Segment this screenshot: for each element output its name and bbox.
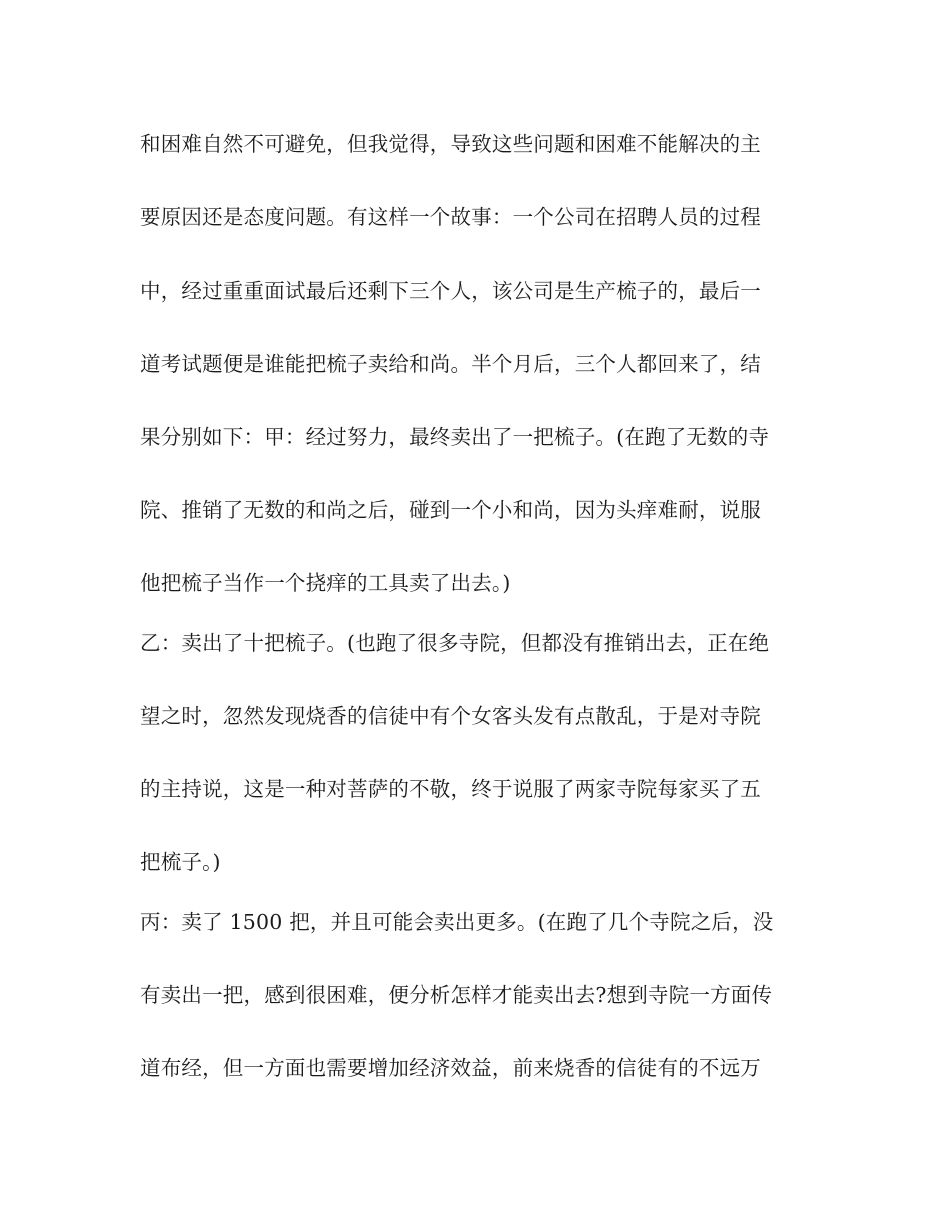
text-line: 把梳子。) — [140, 850, 221, 874]
text-line: 的主持说，这是一种对菩萨的不敬，终于说服了两家寺院每家买了五 — [140, 777, 761, 801]
text-line: 乙：卖出了十把梳子。(也跑了很多寺院，但都没有推销出去，正在绝 — [140, 631, 770, 655]
text-line: 中，经过重重面试最后还剩下三个人，该公司是生产梳子的，最后一 — [140, 279, 761, 303]
text-line: 道考试题便是谁能把梳子卖给和尚。半个月后，三个人都回来了，结 — [140, 352, 761, 376]
text-line: 他把梳子当作一个挠痒的工具卖了出去。) — [140, 571, 511, 595]
text-line: 要原因还是态度问题。有这样一个故事：一个公司在招聘人员的过程 — [140, 205, 761, 229]
text-line: 道布经，但一方面也需要增加经济效益，前来烧香的信徒有的不远万 — [140, 1056, 761, 1080]
text-line: 有卖出一把，感到很困难，便分析怎样才能卖出去?想到寺院一方面传 — [140, 983, 773, 1007]
text-line: 和困难自然不可避免，但我觉得，导致这些问题和困难不能解决的主 — [140, 132, 761, 156]
text-line: 丙：卖了 1500 把，并且可能会卖出更多。(在跑了几个寺院之后，没 — [140, 910, 774, 934]
text-line: 院、推销了无数的和尚之后，碰到一个小和尚，因为头痒难耐，说服 — [140, 498, 761, 522]
text-line: 果分别如下：甲：经过努力，最终卖出了一把梳子。(在跑了无数的寺 — [140, 425, 770, 449]
text-line: 望之时，忽然发现烧香的信徒中有个女客头发有点散乱，于是对寺院 — [140, 704, 761, 728]
